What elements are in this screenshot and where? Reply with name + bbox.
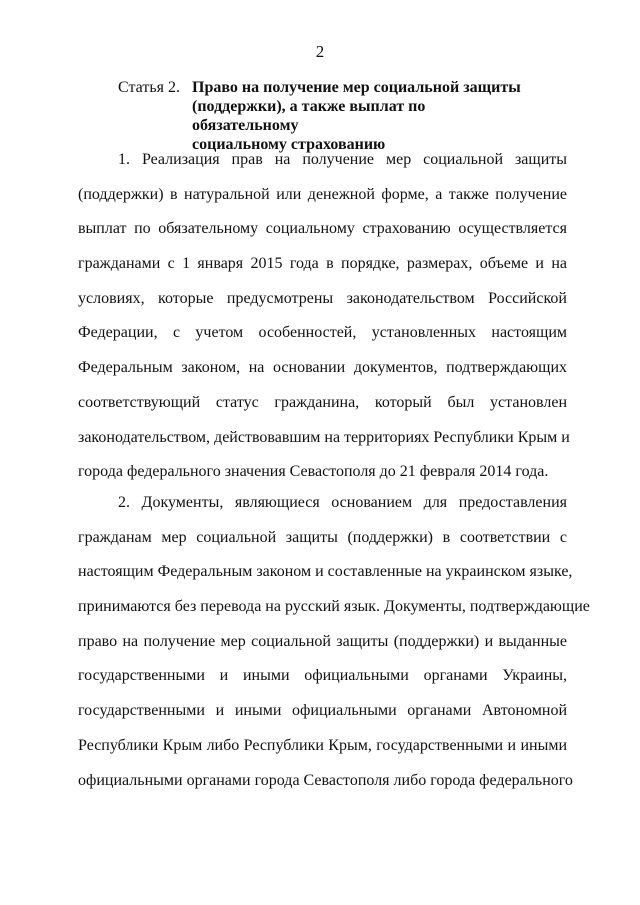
- paragraph-line: гражданам мер социальной защиты (поддержки) в соответствии с: [78, 528, 567, 546]
- article-title-line: Право на получение мер социальной защиты: [192, 79, 521, 96]
- paragraph-line: соответствующий статус гражданина, который был установлен: [78, 393, 567, 411]
- paragraph-line: Республики Крым либо Республики Крым, государственными и иными: [78, 736, 567, 754]
- article-title-line: социальному страхованию: [192, 136, 386, 153]
- paragraph-2: [78, 486, 590, 798]
- paragraph-line: (поддержки) в натуральной или денежной форме, а также получение: [78, 185, 567, 203]
- paragraph-line: Федеральным законом, на основании документов, подтверждающих: [78, 359, 567, 377]
- paragraph-line: гражданами с 1 января 2015 года в порядке, размерах, объеме и на: [78, 255, 567, 273]
- paragraph-line: Федерации, с учетом особенностей, установленных настоящим: [78, 324, 567, 342]
- paragraph-line: условиях, которые предусмотрены законодательством Российской: [78, 289, 567, 307]
- page-number: 2: [315, 42, 325, 61]
- paragraph-line: государственными и иными официальными органами Автономной: [78, 702, 567, 720]
- paragraph-line: законодательством, действовавшим на территориях Республики Крым и: [78, 428, 570, 446]
- paragraph-line: принимаются без перевода на русский язык. Документы, подтверждающие: [78, 598, 590, 616]
- paragraph-line: города федерального значения Севастополя до 21 февраля 2014 года.: [78, 463, 549, 481]
- paragraph-line: государственными и иными официальными органами Украины,: [78, 667, 567, 685]
- paragraph-line: право на получение мер социальной защиты (поддержки) и выданные: [78, 632, 567, 650]
- paragraph-1: [78, 143, 570, 490]
- paragraph-line: настоящим Федеральным законом и составленные на украинском языке,: [78, 563, 573, 581]
- paragraph-line: выплат по обязательному социальному страхованию осуществляется: [78, 220, 567, 238]
- article-title-line: (поддержки), а также выплат по обязательному: [192, 98, 426, 134]
- paragraph-line: официальными органами города Севастополя либо города федерального: [78, 771, 573, 789]
- paragraph-line: 2. Документы, являющиеся основанием для предоставления: [118, 494, 567, 511]
- paragraph-line: 1. Реализация прав на получение мер социальной защиты: [118, 151, 567, 168]
- article-label: Статья 2.: [118, 79, 180, 96]
